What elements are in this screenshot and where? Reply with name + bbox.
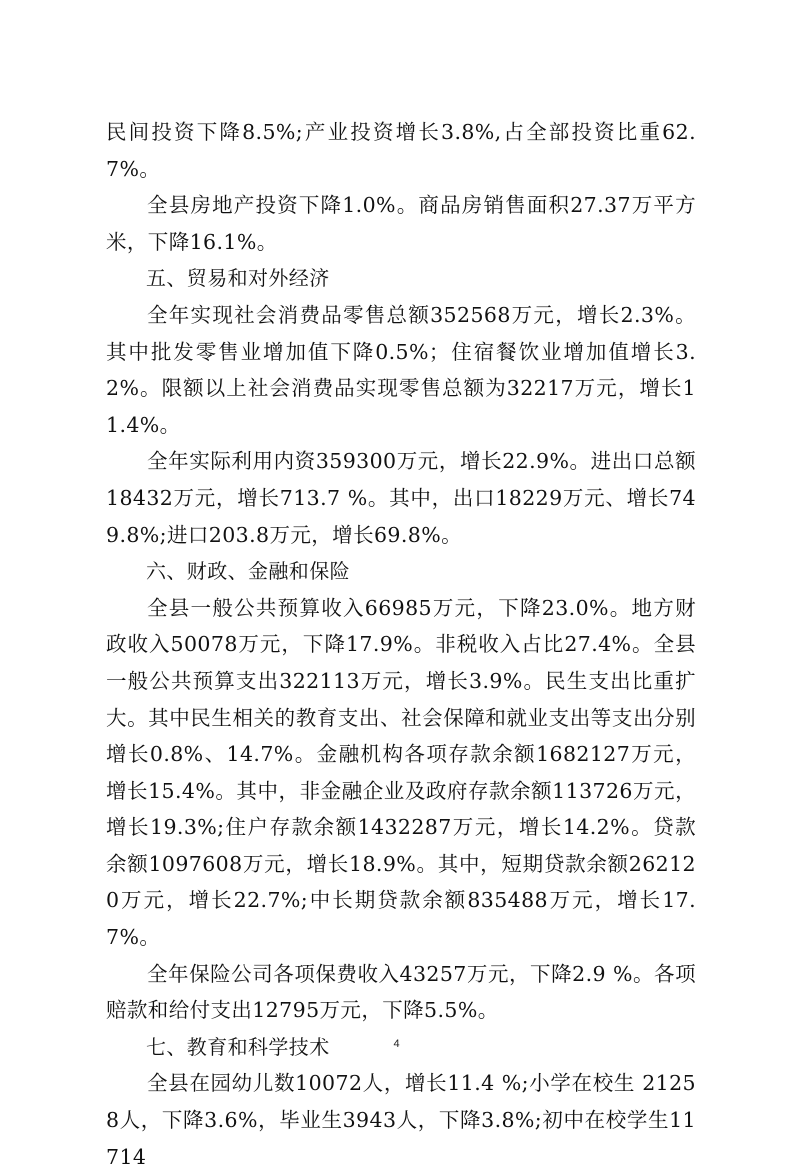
paragraph-insurance: 全年保险公司各项保费收入43257万元，下降2.9 %。各项赔款和给付支出12795万元，下降5.5%。: [106, 961, 696, 1023]
section-heading-finance: 六、财政、金融和保险: [146, 559, 350, 584]
page-number: 4: [393, 1038, 400, 1050]
section-heading-trade: 五、贸易和对外经济: [146, 266, 330, 291]
paragraph-investment-continued: 民间投资下降8.5%;产业投资增长3.8%,占全部投资比重62.7%。: [106, 120, 696, 181]
section-heading-education: 七、教育和科学技术: [146, 1034, 330, 1059]
paragraph-retail-sales: 全年实现社会消费品零售总额352568万元，增长2.3%。其中批发零售业增加值下降0.5%；住宿餐饮业增加值增长3.2%。限额以上社会消费品实现零售总额为32217万元，增长11.4%。: [106, 302, 696, 437]
paragraph-real-estate: 全县房地产投资下降1.0%。商品房销售面积27.37万平方米，下降16.1%。: [106, 193, 696, 254]
paragraph-domestic-capital: 全年实际利用内资359300万元，增长22.9%。进出口总额18432万元，增长713.7 %。其中，出口18229万元、增长749.8%;进口203.8万元，增长69.8%。: [106, 449, 696, 547]
paragraph-public-budget: 全县一般公共预算收入66985万元，下降23.0%。地方财政收入50078万元，下降17.9%。非税收入占比27.4%。全县一般公共预算支出322113万元，增长3.9%。民生支出比重扩大。其中民生相关的教育支出、社会保障和就业支出等支出分别增长0.8%、14.7%。金融机构各项存款余额1682127万元，增长15.4%。其中，非金融企业及政府存款余额113726万元，增长19.3%;住户存款余额1432287万元，增长14.2%。贷款余额1097608万元，增长18.9%。其中，短期贷款余额262120万元，增长22.7%;中长期贷款余额835488万元，增长17.7%。: [106, 595, 696, 950]
document-body: [106, 114, 696, 1175]
paragraph-students: 全县在园幼儿数10072人，增长11.4 %;小学在校生 21258人，下降3.6%，毕业生3943人，下降3.8%;初中在校学生11714: [106, 1071, 696, 1169]
